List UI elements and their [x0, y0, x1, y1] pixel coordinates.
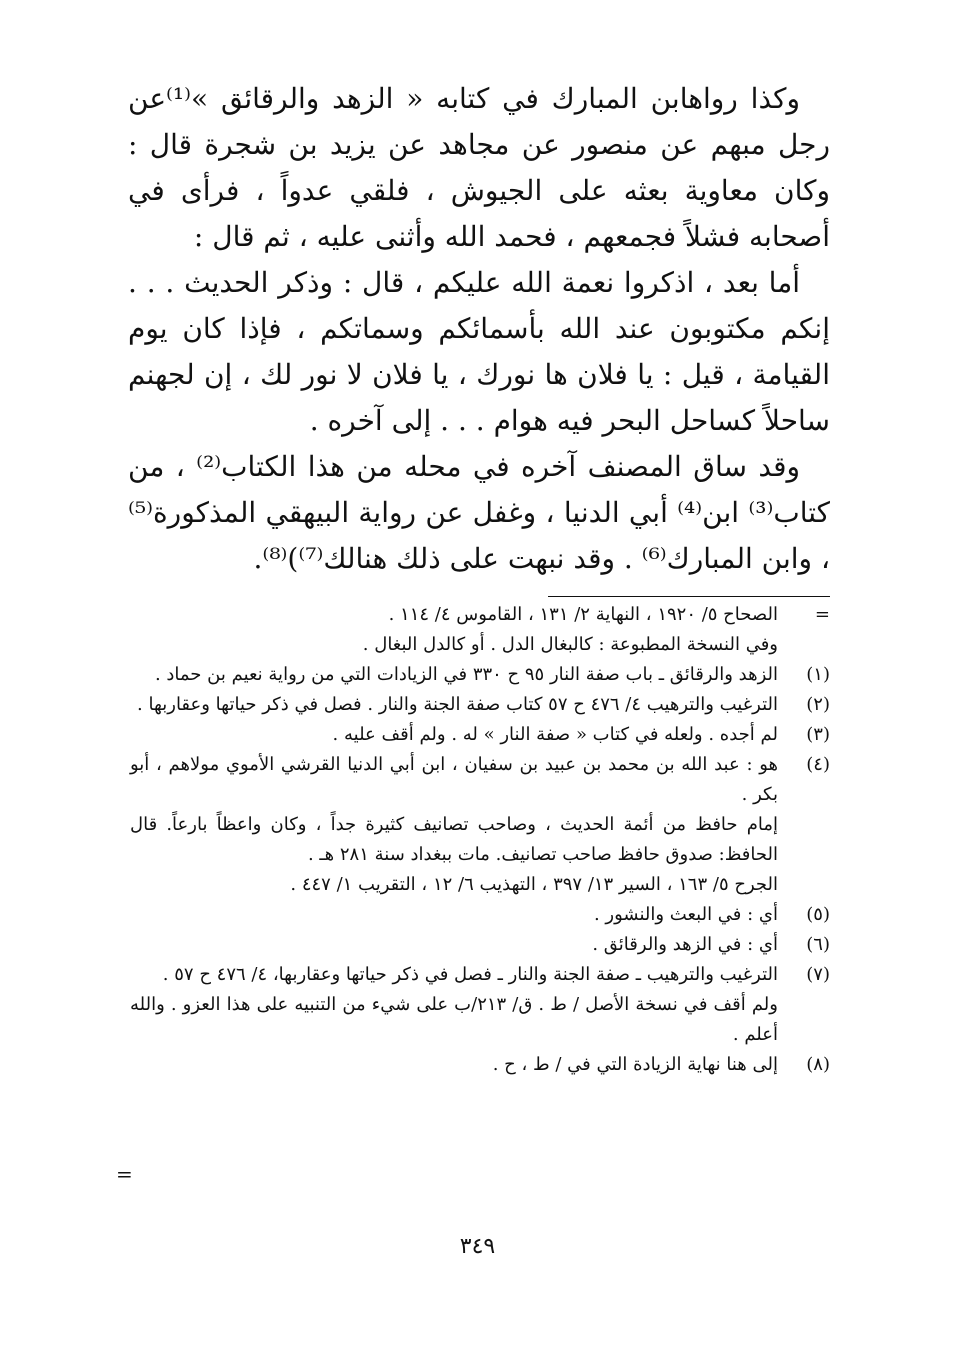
paragraph-1: وكذا رواهابن المبارك في كتابه « الزهد والرقائق »⁽¹⁾عن رجل مبهم عن منصور عن مجاهد عن يزيد بن شجرة قال : وكان معاوية بعثه على الجيوش ، فلقي عدواً ، فرأى في أصحابه فشلاً فجمعهم ، فحمد الله وأثنى عليه ، ثم قال : [128, 82, 830, 253]
footnote-line: أي : في الزهد والرقائق . [592, 934, 778, 955]
footnote-2 [130, 690, 830, 720]
footnote-line: هو : عبد الله بن محمد بن عبيد بن سفيان ، ابن أبي الدنيا القرشي الأموي مولاهم ، أبو بكر . [130, 754, 778, 805]
footnote-3 [130, 720, 830, 750]
footnote-number: (١) [806, 664, 830, 685]
footnote-line: الزهد والرقائق ـ باب صفة النار ٩٥ ح ٣٣٠ في الزيادات التي من رواية نعيم بن حماد . [154, 664, 778, 685]
footnote-line: إمام حافظ من أئمة الحديث ، وصاحب تصانيف كثيرة جداً ، وكان واعظاً بارعاً. قال الحافظ: صدوق حافظ صاحب تصانيف. مات ببغداد سنة ٢٨١ هـ . [130, 814, 778, 865]
footnote-1 [130, 660, 830, 690]
continuation-mark: = [116, 1162, 133, 1186]
main-text [128, 76, 830, 582]
footnote-line: الصحاح ٥/ ١٩٢٠ ، النهاية ٢/ ١٣١ ، القاموس ٤/ ١١٤ . [388, 604, 778, 625]
footnote-continuation [130, 600, 830, 660]
footnote-number: (٨) [806, 1054, 830, 1075]
footnote-5 [130, 900, 830, 930]
footnote-6 [130, 930, 830, 960]
page-number: ٣٤٩ [459, 1234, 496, 1259]
paragraph-2: أما بعد ، اذكروا نعمة الله عليكم ، قال : وذكر الحديث . . . إنكم مكتوبون عند الله بأسمائكم وسماتكم ، فإذا كان يوم القيامة ، قيل : يا فلان ها نورك ، يا فلان لا نور لك ، إن لجهنم ساحلاً كساحل البحر فيه هوام . . . إلى آخره . [128, 266, 830, 437]
footnote-number: = [814, 604, 830, 625]
paragraph-3: وقد ساق المصنف آخره في محله من هذا الكتاب⁽²⁾ ، من كتاب⁽³⁾ ابن⁽⁴⁾ أبي الدنيا ، وغفل عن رواية البيهقي المذكورة⁽⁵⁾ ، وابن المبارك⁽⁶⁾ . وقد نبهت على ذلك هنالك⁽⁷⁾)⁽⁸⁾. [128, 450, 830, 575]
footnote-line: الترغيب والترهيب ـ صفة الجنة والنار ـ فصل في ذكر حياتها وعقاربها، ٤/ ٤٧٦ ح ٥٧ . [162, 964, 778, 985]
footnote-8 [130, 1050, 830, 1080]
footnote-line: الترغيب والترهيب ٤/ ٤٧٦ ح ٥٧ كتاب صفة الجنة والنار . فصل في ذكر حياتها وعقاربها . [137, 694, 778, 715]
footnote-number: (٢) [806, 694, 830, 715]
footnote-number: (٤) [806, 754, 830, 775]
footnote-7 [130, 960, 830, 1050]
footnote-line: الجرح ٥/ ١٦٣ ، السير ١٣/ ٣٩٧ ، التهذيب ٦/ ١٢ ، التقريب ١/ ٤٤٧ . [290, 874, 778, 895]
footnotes [130, 600, 830, 1080]
footnote-line: أي : في البعث والنشور . [593, 904, 778, 925]
footnote-line: وفي النسخة المطبوعة : كالبغال الدل . أو كالدل البغال . [362, 634, 778, 655]
footnote-line: ولم أقف في نسخة الأصل / ط . ق/ ٢١٣/ب على شيء من التنبيه على هذا العزو . والله أعلم . [130, 994, 778, 1045]
footnote-line: إلى هنا نهاية الزيادة التي في / ط ، ح . [492, 1054, 778, 1075]
footnote-4 [130, 750, 830, 900]
footnote-number: (٧) [806, 964, 830, 985]
footnote-number: (٣) [806, 724, 830, 745]
footnote-line: لم أجده . ولعله في كتاب « صفة النار » له . ولم أقف عليه . [332, 724, 778, 745]
footnote-number: (٦) [806, 934, 830, 955]
footnote-divider [548, 596, 830, 597]
footnote-number: (٥) [806, 904, 830, 925]
